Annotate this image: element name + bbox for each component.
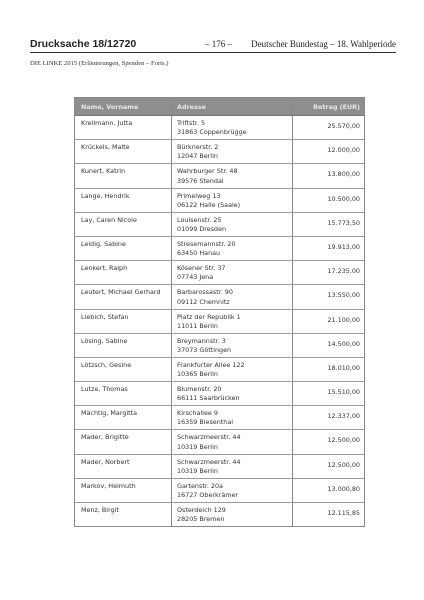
table-row — [75, 430, 364, 454]
address-city: 63450 Hanau — [177, 249, 221, 258]
donation-amount: 13.550,00 — [327, 291, 360, 300]
address-city: 10365 Berlin — [177, 370, 218, 379]
donor-name: Menz, Birgit — [75, 503, 172, 526]
table-body — [75, 116, 364, 526]
address-city: 31863 Coppenbrügge — [177, 128, 247, 137]
table-row — [75, 213, 364, 237]
table-row — [75, 140, 364, 164]
donor-name: Lutze, Thomas — [75, 382, 172, 405]
address-city: 10319 Berlin — [177, 466, 218, 475]
address-city: 39576 Stendal — [177, 176, 224, 185]
address-street: Louisenstr. 25 — [177, 215, 222, 224]
table-row — [75, 479, 364, 503]
table-row — [75, 164, 364, 188]
table-row — [75, 189, 364, 213]
address-city: 12047 Berlin — [177, 152, 218, 161]
address-street: Platz der Republik 1 — [177, 312, 241, 321]
table-row — [75, 310, 364, 334]
table-row — [75, 285, 364, 309]
column-header-amount: Betrag (EUR) — [313, 102, 360, 111]
table-row — [75, 237, 364, 261]
donations-table — [74, 97, 365, 527]
donor-name: Leidig, Sabine — [75, 237, 172, 260]
address-street: Kirschallee 9 — [177, 409, 218, 418]
donor-address — [172, 116, 293, 139]
table-row — [75, 503, 364, 526]
address-street: Barbarossastr. 90 — [177, 288, 233, 297]
donor-address — [172, 455, 293, 478]
address-city: 07743 Jena — [177, 273, 214, 282]
address-city: 28205 Bremen — [177, 515, 225, 524]
address-street: Bürknerstr. 2 — [177, 143, 219, 152]
donor-address — [172, 503, 293, 526]
donor-name: Leutert, Michael Gerhard — [75, 285, 172, 308]
donation-amount: 13.800,00 — [327, 170, 360, 179]
donor-name: Krückels, Malte — [75, 140, 172, 163]
donation-amount: 13.000,80 — [327, 484, 360, 493]
donation-amount: 14.500,00 — [327, 339, 360, 348]
donor-address — [172, 310, 293, 333]
donation-amount: 25.570,00 — [327, 122, 360, 130]
donor-address — [172, 213, 293, 236]
address-street: Primelweg 13 — [177, 191, 221, 200]
table-row — [75, 116, 364, 140]
table-row — [75, 406, 364, 430]
donation-amount: 12.500,00 — [327, 436, 360, 445]
donation-amount: 19.913,00 — [327, 242, 360, 251]
section-subtitle: DIE LINKE 2015 (Erläuterungen, Spenden – Forts.) — [30, 60, 169, 67]
donation-amount: 21.100,00 — [327, 315, 360, 324]
donor-name: Kunert, Katrin — [75, 164, 172, 187]
address-city: 01099 Dresden — [177, 224, 227, 233]
donation-amount: 12.115,85 — [327, 509, 360, 517]
address-city: 16359 Biesenthal — [177, 418, 234, 427]
address-street: Triftstr. 5 — [177, 119, 206, 127]
address-city: 10319 Berlin — [177, 442, 218, 451]
address-city: 66111 Saarbrücken — [177, 394, 240, 403]
donor-name: Liebich, Stefan — [75, 310, 172, 333]
wahlperiode-label: Deutscher Bundestag – 18. Wahlperiode — [251, 39, 396, 49]
address-street: Osterdeich 129 — [177, 506, 226, 514]
donation-amount: 15.773,50 — [327, 218, 360, 227]
donation-amount: 18.010,00 — [327, 363, 360, 372]
donor-address — [172, 430, 293, 453]
address-street: Schwarzmeerstr. 44 — [177, 433, 241, 442]
address-city: 09112 Chemnitz — [177, 297, 230, 306]
table-header-row — [75, 98, 364, 116]
donor-name: Krellmann, Jutta — [75, 116, 172, 139]
page-header — [30, 38, 396, 53]
donor-address — [172, 237, 293, 260]
donor-address — [172, 140, 293, 163]
address-street: Gartenstr. 20a — [177, 481, 223, 490]
donation-amount: 17.235,00 — [327, 267, 360, 276]
donor-name: Markov, Helmuth — [75, 479, 172, 502]
donor-address — [172, 382, 293, 405]
donor-address — [172, 406, 293, 429]
address-street: Stresemannstr. 20 — [177, 239, 236, 248]
donation-amount: 12.000,00 — [327, 146, 360, 155]
address-street: Kösener Str. 37 — [177, 264, 226, 273]
donation-amount: 15.510,00 — [327, 388, 360, 397]
address-street: Blumenstr. 20 — [177, 385, 222, 394]
donor-name: Mader, Norbert — [75, 455, 172, 478]
address-street: Frankfurter Allee 122 — [177, 360, 245, 369]
column-header-name: Name, Vorname — [75, 98, 172, 115]
donor-name: Lange, Hendrik — [75, 189, 172, 212]
page-number: – 176 – — [205, 39, 232, 49]
donor-address — [172, 479, 293, 502]
donor-address — [172, 358, 293, 381]
donor-address — [172, 261, 293, 284]
drucksache-number: Drucksache 18/12720 — [30, 38, 137, 50]
column-header-address: Adresse — [172, 98, 293, 115]
address-city: 37073 Göttingen — [177, 345, 232, 354]
address-street: Breymannstr. 3 — [177, 336, 226, 345]
address-street: Schwarzmeerstr. 44 — [177, 457, 241, 466]
donation-amount: 12.500,00 — [327, 460, 360, 469]
donor-address — [172, 285, 293, 308]
table-row — [75, 382, 364, 406]
donor-name: Mächtig, Margitta — [75, 406, 172, 429]
donor-name: Lenkert, Ralph — [75, 261, 172, 284]
table-row — [75, 334, 364, 358]
address-city: 11011 Berlin — [177, 321, 218, 330]
address-city: 16727 Oberkrämer — [177, 491, 239, 500]
donation-amount: 12.337,00 — [327, 412, 360, 421]
donor-name: Lay, Caren Nicole — [75, 213, 172, 236]
donor-address — [172, 189, 293, 212]
donor-name: Mader, Brigitte — [75, 430, 172, 453]
address-street: Wahrburger Str. 48 — [177, 167, 238, 176]
table-row — [75, 261, 364, 285]
donor-name: Lösing, Sabine — [75, 334, 172, 357]
address-city: 06122 Halle (Saale) — [177, 200, 241, 209]
donation-amount: 10.500,00 — [327, 194, 360, 203]
donor-address — [172, 334, 293, 357]
table-row — [75, 455, 364, 479]
donor-address — [172, 164, 293, 187]
table-row — [75, 358, 364, 382]
donor-name: Lötzsch, Gesine — [75, 358, 172, 381]
